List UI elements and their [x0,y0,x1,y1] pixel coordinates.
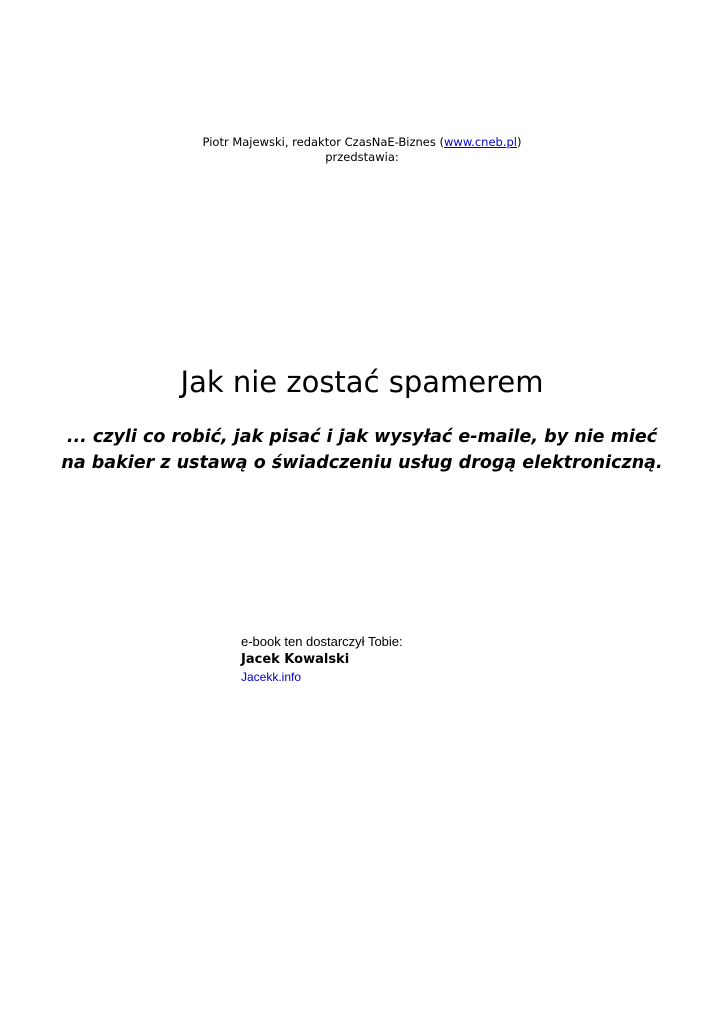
document-title: Jak nie zostać spamerem [180,365,544,399]
subtitle-line-2: na bakier z ustawą o świadczeniu usług drogą elektroniczną. [61,453,663,473]
intro-paren-close: ) [516,135,522,149]
intro-author-text: Piotr Majewski, redaktor CzasNaE-Biznes ( [202,135,445,149]
intro-presents: przedstawia: [325,150,399,164]
credit-name: Jacek Kowalski [241,652,350,667]
subtitle-line-1: ... czyli co robić, jak pisać i jak wysyłać e-maile, by nie mieć [66,427,658,447]
intro-block [0,135,724,165]
document-subtitle [60,424,664,476]
credit-block [241,633,541,685]
jacekk-link[interactable]: Jacekk.info [241,670,302,684]
cneb-link[interactable]: www.cneb.pl [444,135,517,149]
credit-label: e-book ten dostarczył Tobie: [241,634,403,649]
intro-line-author [0,135,724,150]
